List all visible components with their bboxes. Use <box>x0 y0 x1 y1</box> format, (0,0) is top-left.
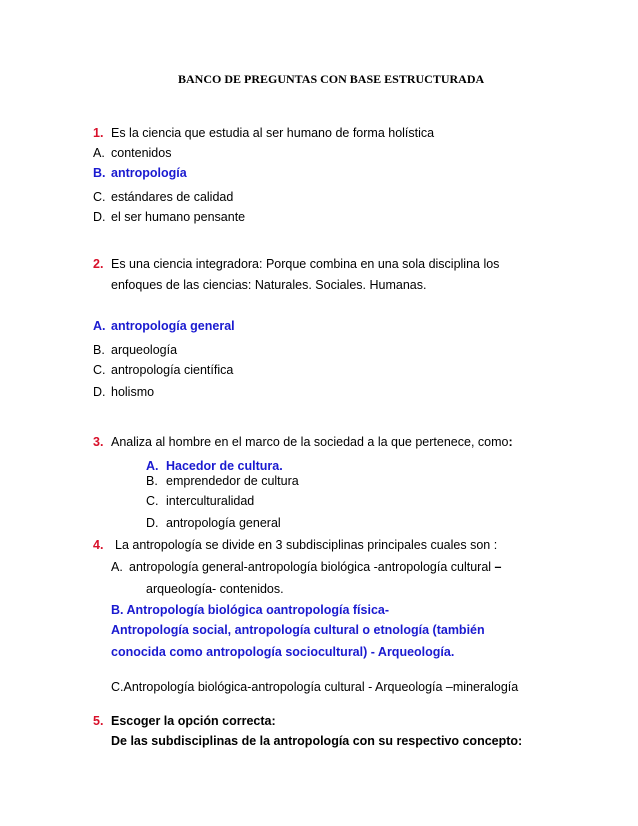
question-1-option-c <box>93 189 233 205</box>
option-dash: – <box>494 560 502 574</box>
question-3-text: Analiza al hombre en el marco de la sociedad a la que pertenece, como <box>111 435 509 449</box>
question-1-option-d <box>93 209 245 225</box>
question-4 <box>93 537 497 553</box>
question-2-text-line2: enfoques de las ciencias: Naturales. Sociales. Humanas. <box>111 278 427 292</box>
question-2-option-b <box>93 342 177 358</box>
page-title: BANCO DE PREGUNTAS CON BASE ESTRUCTURADA <box>178 72 485 86</box>
option-text: emprendedor de cultura <box>166 474 299 488</box>
option-letter: C. <box>93 363 106 377</box>
question-3-option-c <box>146 493 254 509</box>
question-3 <box>93 434 513 450</box>
option-letter: B. <box>93 343 105 357</box>
question-2-option-a-correct <box>93 318 235 334</box>
option-text: estándares de calidad <box>111 190 234 204</box>
option-text: contenidos <box>111 146 172 160</box>
question-2-option-d <box>93 384 154 400</box>
option-letter: B. <box>146 474 158 488</box>
option-letter: A. <box>146 459 159 473</box>
option-text: antropología general-antropología biológica -antropología cultural <box>129 560 492 574</box>
question-4-option-c: C.Antropología biológica-antropología cultural - Arqueología –mineralogía <box>111 680 519 694</box>
question-1-option-b-correct <box>93 165 187 181</box>
question-5 <box>93 713 276 729</box>
option-letter: D. <box>93 385 106 399</box>
question-2-option-c <box>93 362 233 378</box>
option-letter: D. <box>93 210 106 224</box>
option-text: arqueología <box>111 343 178 357</box>
question-4-option-a <box>111 559 502 575</box>
question-4-number: 4. <box>93 538 104 552</box>
question-4-option-a-line2: arqueología- contenidos. <box>146 582 284 596</box>
option-letter: C. <box>93 190 106 204</box>
question-1 <box>93 125 434 141</box>
question-3-option-d <box>146 515 281 531</box>
option-text: antropología científica <box>111 363 234 377</box>
question-2-number: 2. <box>93 257 104 271</box>
option-letter: C. <box>146 494 159 508</box>
question-5-text-line2: De las subdisciplinas de la antropología con su respectivo concepto: <box>111 734 523 748</box>
option-letter: A. <box>93 146 105 160</box>
option-text: antropología general <box>111 319 235 333</box>
question-4-option-b-line3: conocida como antropología sociocultural) - Arqueología. <box>111 645 455 659</box>
option-text: interculturalidad <box>166 494 255 508</box>
option-letter: B. <box>93 166 106 180</box>
question-2-text-line1: Es una ciencia integradora: Porque combina en una sola disciplina los <box>111 257 500 271</box>
question-3-option-a-correct <box>146 458 283 474</box>
question-3-number: 3. <box>93 435 104 449</box>
option-text: Hacedor de cultura. <box>166 459 283 473</box>
question-2 <box>93 256 499 272</box>
question-1-option-a <box>93 145 171 161</box>
question-4-option-b-correct: B. Antropología biológica oantropología física- <box>111 603 390 617</box>
question-4-option-b-line2: Antropología social, antropología cultural o etnología (también <box>111 623 485 637</box>
question-3-colon: : <box>508 435 513 449</box>
option-letter: D. <box>146 516 159 530</box>
question-5-number: 5. <box>93 714 104 728</box>
option-letter: A. <box>111 560 123 574</box>
option-letter: A. <box>93 319 106 333</box>
option-text: antropología <box>111 166 187 180</box>
option-text: el ser humano pensante <box>111 210 246 224</box>
question-5-text-line1: Escoger la opción correcta: <box>111 714 276 728</box>
question-4-text: La antropología se divide en 3 subdisciplinas principales cuales son : <box>115 538 498 552</box>
option-text: holismo <box>111 385 155 399</box>
question-1-text: Es la ciencia que estudia al ser humano de forma holística <box>111 126 435 140</box>
question-1-number: 1. <box>93 126 104 140</box>
question-3-option-b <box>146 473 299 489</box>
option-text: antropología general <box>166 516 281 530</box>
